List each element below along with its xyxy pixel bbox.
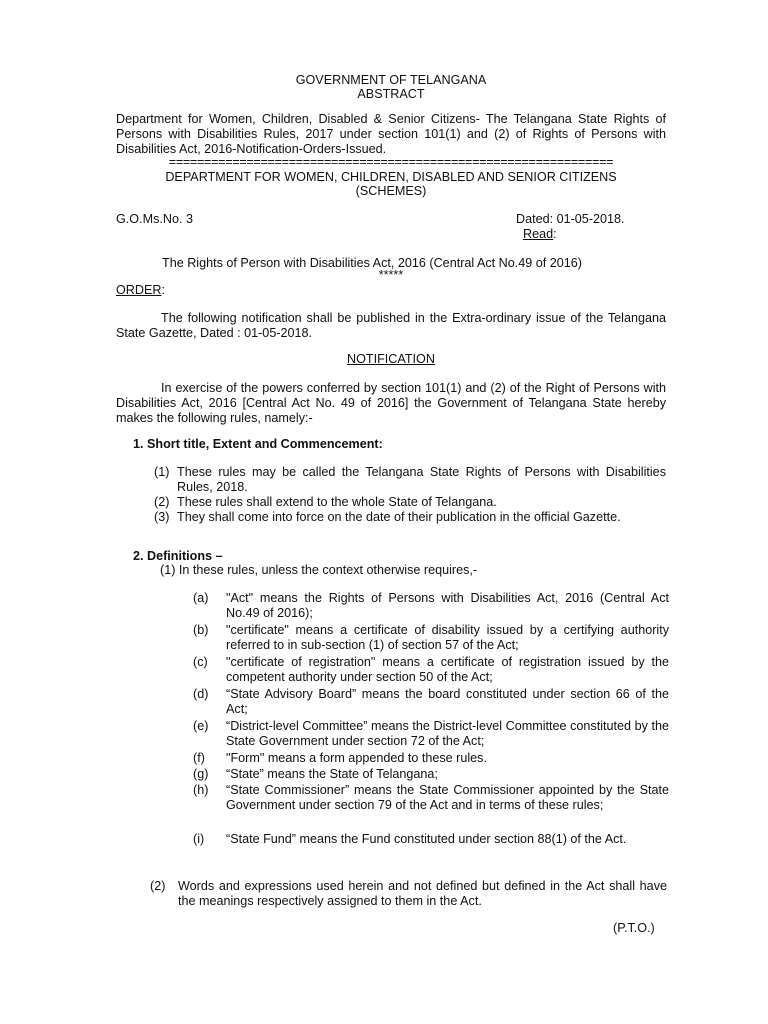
item-number: (2) <box>150 879 166 893</box>
item-number: (e) <box>193 719 209 733</box>
subject-paragraph: Department for Women, Children, Disabled & Senior Citizens- The Telangana State Rights of Persons with Disabilities Rules, 2017 under section 101(1) and (2) of Rights of Persons with Disabilities Act, 2016-Notification-Orders-Issued. <box>116 112 666 156</box>
item-text: Words and expressions used herein and not defined but defined in the Act shall have the meanings respectively assigned to them in the Act. <box>178 879 667 908</box>
item-number: (2) <box>154 495 170 509</box>
section-1-list <box>154 465 666 540</box>
item-number: (1) <box>154 465 170 479</box>
department-title: DEPARTMENT FOR WOMEN, CHILDREN, DISABLED AND SENIOR CITIZENS <box>165 170 617 184</box>
read-label-suffix: : <box>553 227 557 241</box>
read-label <box>523 227 557 242</box>
item-text: These rules may be called the Telangana State Rights of Persons with Disabilities Rules, 2018. <box>177 465 666 494</box>
definitions-list <box>193 591 669 866</box>
item-text: “State Advisory Board” means the board constituted under section 66 of the Act; <box>226 687 669 716</box>
notification-paragraph: In exercise of the powers conferred by section 101(1) and (2) of the Right of Persons with Disabilities Act, 2016 [Central Act No. 49 of 2016] the Government of Telangana State hereby makes the following rules, namely:- <box>116 381 666 425</box>
item-text: “State Fund” means the Fund constituted under section 88(1) of the Act. <box>226 832 627 846</box>
read-label-text: Read <box>523 227 554 241</box>
separator-line: =============================================================== <box>168 155 614 169</box>
section-1-heading: 1. Short title, Extent and Commencement: <box>133 437 383 451</box>
item-number: (f) <box>193 751 205 765</box>
item-number: (c) <box>193 655 208 669</box>
item-number: (a) <box>193 591 209 605</box>
item-text: They shall come into force on the date of their publication in the official Gazette. <box>177 510 621 524</box>
order-label-text: ORDER <box>116 283 162 297</box>
item-text: “State Commissioner” means the State Commissioner appointed by the State Government under section 79 of the Act and in terms of these rules; <box>226 783 669 812</box>
definitions-clause-2 <box>150 879 667 911</box>
item-text: "certificate" means a certificate of disability issued by a certifying authority referred to in sub-section (1) of section 57 of the Act; <box>226 623 669 652</box>
item-text: "certificate of registration" means a certificate of registration issued by the competent authority under section 50 of the Act; <box>226 655 669 684</box>
reference-line: The Rights of Person with Disabilities Act, 2016 (Central Act No.49 of 2016) <box>162 256 583 270</box>
stars-divider: ***** <box>378 268 404 282</box>
item-number: (d) <box>193 687 209 701</box>
go-number: G.O.Ms.No. 3 <box>116 212 193 226</box>
item-number: (i) <box>193 832 205 846</box>
item-number: (h) <box>193 783 209 797</box>
section-2-heading: 2. Definitions – <box>133 549 223 563</box>
notification-title: NOTIFICATION <box>347 352 435 366</box>
item-number: (3) <box>154 510 170 524</box>
item-number: (b) <box>193 623 209 637</box>
order-label-suffix: : <box>161 283 165 297</box>
definitions-intro: (1) In these rules, unless the context otherwise requires,- <box>160 563 478 577</box>
order-label <box>116 283 165 298</box>
item-text: "Act" means the Rights of Persons with Disabilities Act, 2016 (Central Act No.49 of 2016); <box>226 591 669 620</box>
item-text: "Form" means a form appended to these rules. <box>226 751 487 765</box>
pto-marker: (P.T.O.) <box>613 921 655 935</box>
abstract-heading: ABSTRACT <box>357 87 425 101</box>
item-text: “State” means the State of Telangana; <box>226 767 438 781</box>
item-text: “District-level Committee” means the District-level Committee constituted by the State Government under section 72 of the Act; <box>226 719 669 748</box>
government-heading: GOVERNMENT OF TELANGANA <box>295 73 487 87</box>
item-number: (g) <box>193 767 209 781</box>
order-date: Dated: 01-05-2018. <box>516 212 625 226</box>
department-subtitle: (SCHEMES) <box>355 184 427 198</box>
item-text: These rules shall extend to the whole State of Telangana. <box>177 495 497 509</box>
order-paragraph: The following notification shall be published in the Extra-ordinary issue of the Telangana State Gazette, Dated : 01-05-2018. <box>116 311 666 340</box>
